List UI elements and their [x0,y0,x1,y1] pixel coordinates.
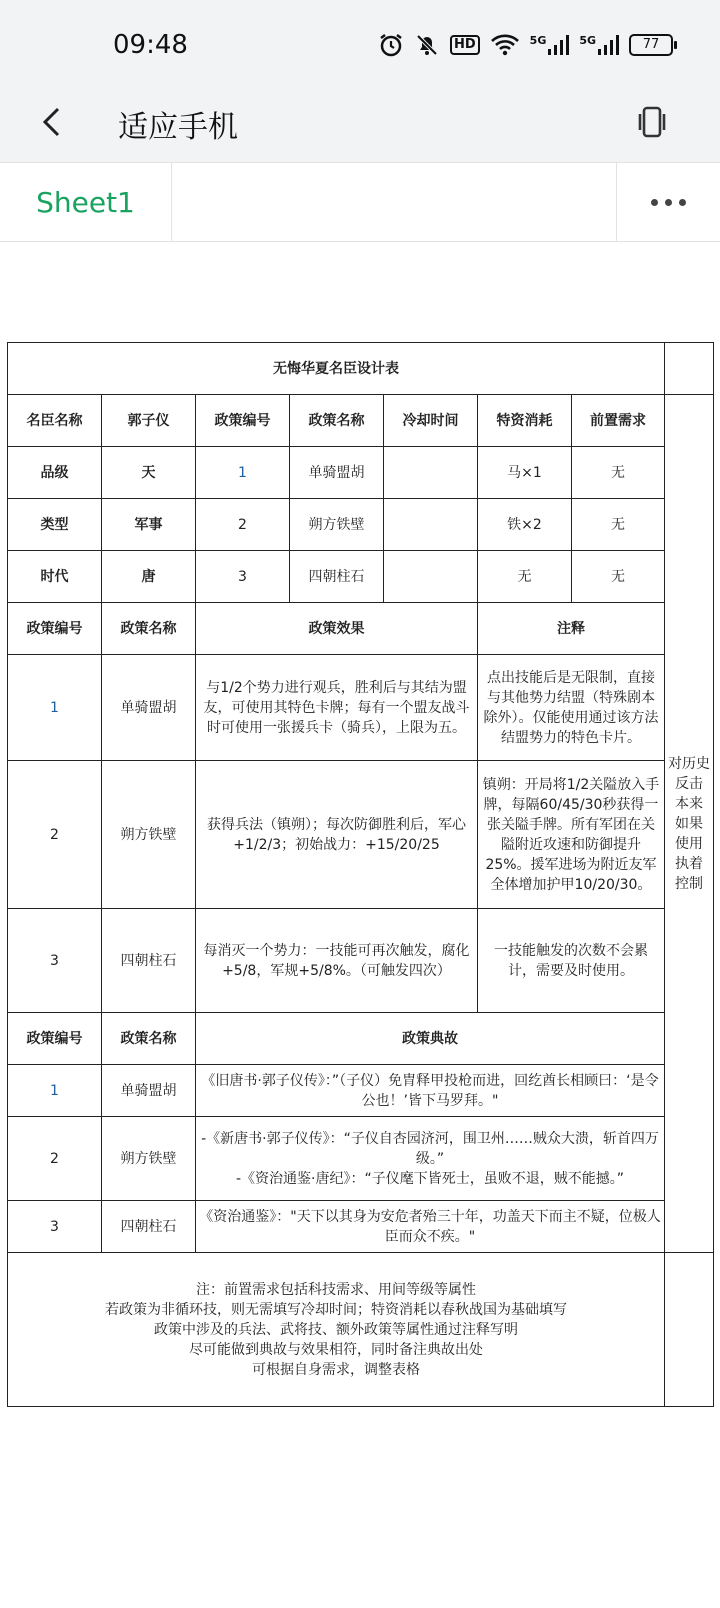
side-text-line: 使用 [675,835,703,852]
cost-cell: 铁×2 [478,499,572,551]
policy-note: 镇朔：开局将1/2关隘放入手牌，每隔60/45/30秒获得一张关隘手牌。所有军团在关隘附近攻速和防御提升25%。援军进场为附近友军全体增加护甲10/20/30。 [478,761,665,909]
prereq-cell: 无 [572,499,665,551]
battery-icon: 77 [629,34,673,56]
policy-allusion: 《旧唐书·郭子仪传》：”（子仪）免胄释甲投枪而进，回纥酋长相顾曰：‘是令公也！’皆下马罗拜。" [196,1065,665,1117]
header-cell: 政策典故 [196,1013,665,1065]
policy-effect: 获得兵法（镇朔）；每次防御胜利后，军心+1/2/3；初始战力：+15/20/25 [196,761,478,909]
header-cell: 冷却时间 [384,395,478,447]
cooldown-cell [384,447,478,499]
header-cell: 政策编号 [8,603,102,655]
info-label: 品级 [8,447,102,499]
side-text-cell [665,395,714,1253]
status-time: 09:48 [113,30,188,60]
header-cell: 特资消耗 [478,395,572,447]
prereq-cell: 无 [572,447,665,499]
policy-name: 单骑盟胡 [290,447,384,499]
policy-number: 3 [8,1201,102,1253]
wifi-icon [490,33,520,57]
cooldown-cell [384,499,478,551]
policy-name: 四朝柱石 [102,909,196,1013]
more-button[interactable] [616,163,720,241]
policy-number: 1 [196,447,290,499]
footnote-cell [8,1253,665,1407]
header-cell: 政策名称 [102,1013,196,1065]
policy-number: 2 [196,499,290,551]
signal-5g-icon [530,34,570,56]
policy-name: 朔方铁壁 [102,761,196,909]
footnote-line: 尽可能做到典故与效果相符，同时备注典故出处 [189,1341,483,1358]
header-cell: 郭子仪 [102,395,196,447]
header-cell: 前置需求 [572,395,665,447]
more-dot [665,199,672,206]
policy-note: 点出技能后是无限制，直接与其他势力结盟（特殊剧本除外）。仅能使用通过该方法结盟势力的特色卡片。 [478,655,665,761]
policy-number: 1 [8,1065,102,1117]
policy-name: 单骑盟胡 [102,655,196,761]
header-cell: 政策编号 [196,395,290,447]
alarm-icon [378,32,404,58]
policy-number: 1 [8,655,102,761]
page-title: 适应手机 [118,110,238,145]
table-row [8,909,714,1013]
sheet-tab-bar [0,162,720,242]
policy-number: 3 [8,909,102,1013]
header-cell: 政策名称 [290,395,384,447]
footnote-line: 可根据自身需求，调整表格 [252,1361,420,1378]
prereq-cell: 无 [572,551,665,603]
rotate-screen-button[interactable] [628,98,676,146]
sheet-tab[interactable]: Sheet1 [0,163,172,241]
policy-effect: 每消灭一个势力：一技能可再次触发，腐化+5/8，军规+5/8%。（可触发四次） [196,909,478,1013]
header-cell: 名臣名称 [8,395,102,447]
policy-name: 单骑盟胡 [102,1065,196,1117]
status-bar [0,0,720,84]
policy-allusion: 《资治通鉴》："天下以其身为安危者殆三十年，功盖天下而主不疑，位极人臣而众不疾。" [196,1201,665,1253]
policy-allusion: -《新唐书·郭子仪传》：“子仪自杏园济河，围卫州……贼众大溃，斩首四万级。” -《资治通鉴·唐纪》：“子仪麾下皆死士，虽败不退，贼不能撼。” [196,1117,665,1201]
footnote-line: 若政策为非循环技，则无需填写冷却时间；特资消耗以春秋战国为基础填写 [105,1301,567,1318]
table-row [8,1117,714,1201]
header-cell: 政策编号 [8,1013,102,1065]
cost-cell: 马×1 [478,447,572,499]
more-horizontal-icon [651,199,658,206]
network-label: 5G [529,34,547,47]
more-dot [679,199,686,206]
info-label: 类型 [8,499,102,551]
info-label: 时代 [8,551,102,603]
table-cell [665,343,714,395]
sheet-area[interactable] [0,242,720,1608]
table-title: 无悔华夏名臣设计表 [8,343,665,395]
phone-rotate-icon [635,105,669,139]
policy-number: 2 [8,1117,102,1201]
header-cell: 政策名称 [102,603,196,655]
policy-number: 3 [196,551,290,603]
info-value: 军事 [102,499,196,551]
side-text-line: 如果 [675,815,703,832]
hd-icon: HD [450,35,480,55]
info-value: 唐 [102,551,196,603]
side-text-line: 本来 [675,795,703,812]
policy-name: 朔方铁壁 [102,1117,196,1201]
network-label: 5G [579,34,597,47]
cooldown-cell [384,551,478,603]
table-row [8,1065,714,1117]
side-text-line: 控制 [675,875,703,892]
back-button[interactable] [28,98,76,146]
side-text-line: 反击 [675,775,703,792]
table-row [8,1013,714,1065]
table-row [8,603,714,655]
footnote-line: 政策中涉及的兵法、武将技、额外政策等属性通过注释写明 [154,1321,518,1338]
policy-name: 朔方铁壁 [290,499,384,551]
table-row [8,1253,714,1407]
info-value: 天 [102,447,196,499]
design-table [7,342,714,1407]
chevron-left-icon [40,106,64,138]
status-icons [378,30,673,60]
policy-name: 四朝柱石 [290,551,384,603]
table-cell [665,1253,714,1407]
header-cell: 注释 [478,603,665,655]
table-row [8,1201,714,1253]
header-cell: 政策效果 [196,603,478,655]
title-bar [0,84,720,162]
policy-effect: 与1/2个势力进行观兵，胜利后与其结为盟友，可使用其特色卡牌；每有一个盟友战斗时可使用一张援兵卡（骑兵），上限为五。 [196,655,478,761]
footnote-line: 注：前置需求包括科技需求、用间等级等属性 [196,1281,476,1298]
side-text-line: 执着 [675,855,703,872]
table-row [8,655,714,761]
cost-cell: 无 [478,551,572,603]
policy-number: 2 [8,761,102,909]
table-row [8,499,714,551]
mute-icon [414,32,440,58]
table-row [8,761,714,909]
side-text-line: 对历史 [668,755,710,772]
policy-note: 一技能触发的次数不会累计，需要及时使用。 [478,909,665,1013]
table-row [8,551,714,603]
signal-5g-icon [579,34,619,56]
table-row [8,447,714,499]
policy-name: 四朝柱石 [102,1201,196,1253]
